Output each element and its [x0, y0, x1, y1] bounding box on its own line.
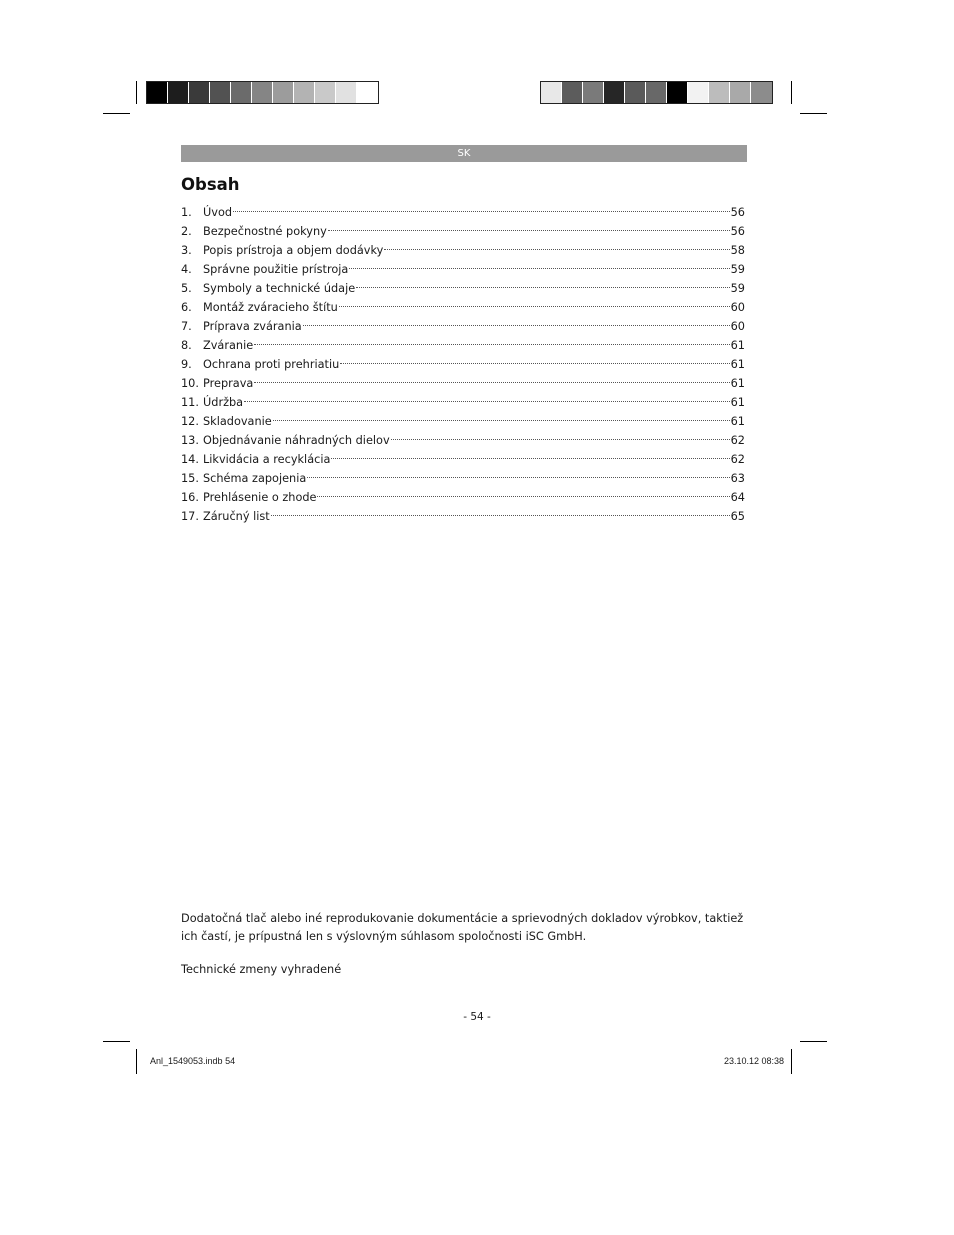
print-slug-file: Anl_1549053.indb 54 — [150, 1056, 236, 1066]
toc-entry-page: 65 — [730, 510, 745, 523]
toc-entry-page: 61 — [730, 377, 745, 390]
crop-mark — [103, 1041, 130, 1042]
technical-changes-note: Technické zmeny vyhradené — [181, 963, 342, 976]
toc-leader-dots — [317, 496, 729, 497]
color-swatch — [147, 82, 168, 103]
toc-entry[interactable] — [181, 336, 745, 355]
crop-mark — [136, 81, 137, 104]
toc-entry-title: Prehlásenie o zhode — [203, 491, 317, 504]
toc-entry-number: 5. — [181, 282, 192, 295]
toc-entry-title: Symboly a technické údaje — [203, 282, 356, 295]
toc-leader-dots — [244, 401, 730, 402]
print-slug-date: 23.10.12 08:38 — [723, 1056, 784, 1066]
color-swatch — [336, 82, 357, 103]
color-swatch — [730, 82, 751, 103]
page-number: - 54 - — [463, 1011, 491, 1023]
toc-entry-number: 13. — [181, 434, 199, 447]
toc-entry-page: 58 — [730, 244, 745, 257]
toc-leader-dots — [254, 344, 729, 345]
toc-entry[interactable] — [181, 260, 745, 279]
color-swatch — [688, 82, 709, 103]
toc-entry-number: 7. — [181, 320, 192, 333]
toc-leader-dots — [254, 382, 729, 383]
toc-entry-number: 2. — [181, 225, 192, 238]
toc-entry-number: 15. — [181, 472, 199, 485]
toc-entry-page: 61 — [730, 358, 745, 371]
toc-leader-dots — [331, 458, 729, 459]
toc-leader-dots — [339, 306, 730, 307]
toc-entry[interactable] — [181, 507, 745, 526]
toc-entry[interactable] — [181, 355, 745, 374]
color-swatch — [604, 82, 625, 103]
crop-mark — [800, 113, 827, 114]
color-control-bar-right — [540, 81, 773, 104]
color-swatch — [210, 82, 231, 103]
toc-entry-page: 64 — [730, 491, 745, 504]
toc-entry[interactable] — [181, 374, 745, 393]
color-swatch — [273, 82, 294, 103]
color-control-bar-left — [146, 81, 379, 104]
page-title: Obsah — [181, 175, 240, 194]
toc-entry[interactable] — [181, 469, 745, 488]
color-swatch — [709, 82, 730, 103]
toc-leader-dots — [273, 420, 730, 421]
toc-entry-number: 16. — [181, 491, 199, 504]
toc-entry-title: Montáž zváracieho štítu — [203, 301, 338, 314]
crop-mark — [103, 113, 130, 114]
table-of-contents — [181, 203, 745, 526]
toc-leader-dots — [391, 439, 730, 440]
color-swatch — [315, 82, 336, 103]
toc-entry-page: 56 — [730, 225, 745, 238]
toc-entry[interactable] — [181, 393, 745, 412]
toc-entry-title: Ochrana proti prehriatiu — [203, 358, 340, 371]
toc-entry-title: Úvod — [203, 206, 233, 219]
color-swatch — [625, 82, 646, 103]
crop-mark — [136, 1049, 137, 1074]
toc-entry-title: Bezpečnostné pokyny — [203, 225, 327, 238]
toc-entry-number: 8. — [181, 339, 192, 352]
toc-leader-dots — [303, 325, 730, 326]
toc-entry[interactable] — [181, 450, 745, 469]
toc-leader-dots — [384, 249, 729, 250]
toc-entry-title: Popis prístroja a objem dodávky — [203, 244, 384, 257]
toc-entry[interactable] — [181, 279, 745, 298]
toc-entry-page: 60 — [730, 320, 745, 333]
toc-entry-number: 17. — [181, 510, 199, 523]
toc-entry[interactable] — [181, 317, 745, 336]
toc-leader-dots — [307, 477, 729, 478]
toc-leader-dots — [328, 230, 730, 231]
toc-entry-number: 10. — [181, 377, 199, 390]
toc-entry-number: 6. — [181, 301, 192, 314]
toc-entry-page: 59 — [730, 263, 745, 276]
toc-leader-dots — [356, 287, 729, 288]
toc-entry[interactable] — [181, 298, 745, 317]
toc-entry-title: Správne použitie prístroja — [203, 263, 349, 276]
legal-notice: Dodatočná tlač alebo iné reprodukovanie dokumentácie a sprievodných dokladov výrobkov, taktiež ich častí, je prípustná len s výslovným súhlasom spoločnosti iSC GmbH. — [181, 912, 744, 943]
toc-entry-number: 11. — [181, 396, 199, 409]
toc-entry[interactable] — [181, 431, 745, 450]
toc-entry[interactable] — [181, 412, 745, 431]
toc-entry-page: 59 — [730, 282, 745, 295]
color-swatch — [231, 82, 252, 103]
color-swatch — [541, 82, 562, 103]
toc-entry-title: Schéma zapojenia — [203, 472, 307, 485]
toc-entry-title: Likvidácia a recyklácia — [203, 453, 331, 466]
toc-entry-page: 61 — [730, 339, 745, 352]
crop-mark — [791, 1049, 792, 1074]
color-swatch — [357, 82, 378, 103]
crop-mark — [800, 1041, 827, 1042]
toc-leader-dots — [233, 211, 730, 212]
toc-entry-title: Skladovanie — [203, 415, 272, 428]
toc-entry-page: 62 — [730, 453, 745, 466]
toc-entry-page: 56 — [730, 206, 745, 219]
color-swatch — [168, 82, 189, 103]
toc-entry-page: 63 — [730, 472, 745, 485]
toc-leader-dots — [271, 515, 730, 516]
toc-entry-number: 1. — [181, 206, 192, 219]
toc-entry-title: Údržba — [203, 396, 244, 409]
toc-entry-page: 60 — [730, 301, 745, 314]
toc-entry-title: Zváranie — [203, 339, 254, 352]
toc-entry-number: 3. — [181, 244, 192, 257]
toc-leader-dots — [340, 363, 729, 364]
toc-entry-title: Preprava — [203, 377, 254, 390]
toc-entry[interactable] — [181, 222, 745, 241]
toc-entry-page: 61 — [730, 396, 745, 409]
toc-leader-dots — [349, 268, 729, 269]
crop-mark — [791, 81, 792, 104]
color-swatch — [252, 82, 273, 103]
toc-entry-title: Objednávanie náhradných dielov — [203, 434, 390, 447]
color-swatch — [667, 82, 688, 103]
toc-entry-number: 14. — [181, 453, 199, 466]
toc-entry[interactable] — [181, 488, 745, 507]
color-swatch — [294, 82, 315, 103]
toc-entry-page: 62 — [730, 434, 745, 447]
color-swatch — [189, 82, 210, 103]
language-bar: SK — [181, 145, 747, 162]
color-swatch — [751, 82, 772, 103]
toc-entry-number: 9. — [181, 358, 192, 371]
toc-entry-number: 12. — [181, 415, 199, 428]
toc-entry-title: Záručný list — [203, 510, 270, 523]
toc-entry[interactable] — [181, 203, 745, 222]
toc-entry-page: 61 — [730, 415, 745, 428]
toc-entry-number: 4. — [181, 263, 192, 276]
toc-entry[interactable] — [181, 241, 745, 260]
color-swatch — [562, 82, 583, 103]
color-swatch — [583, 82, 604, 103]
color-swatch — [646, 82, 667, 103]
toc-entry-title: Príprava zvárania — [203, 320, 302, 333]
